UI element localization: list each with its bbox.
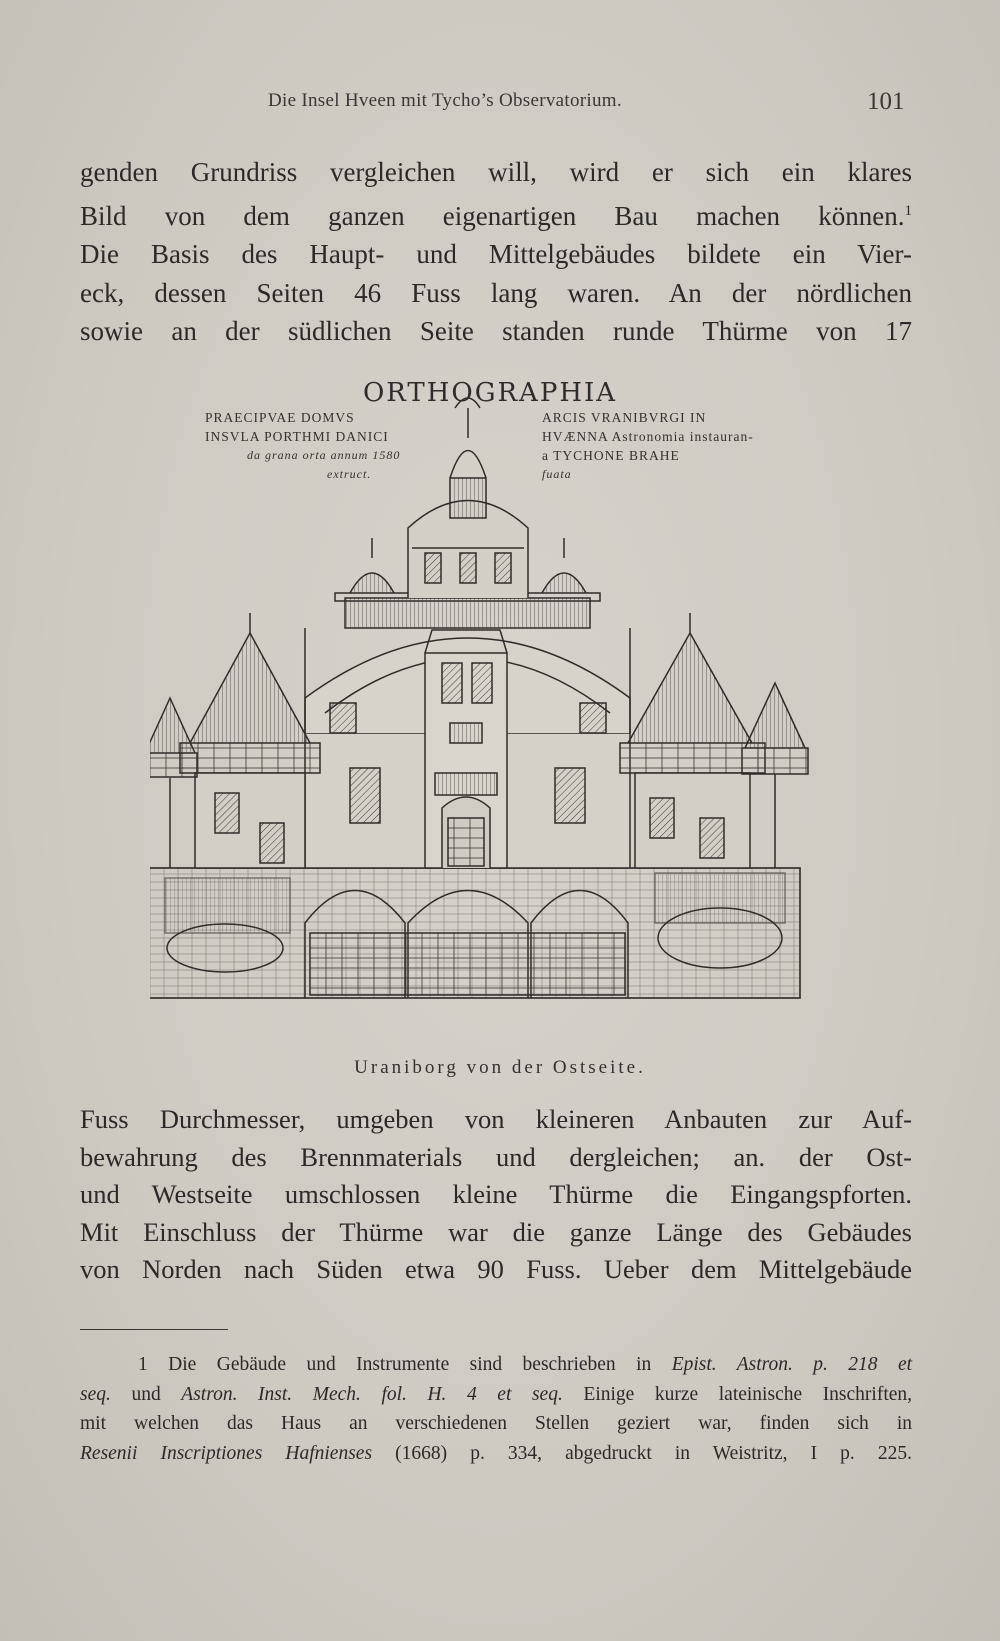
text-line: und Westseite umschlossen kleine Thürme die Eingangspforten. bbox=[80, 1179, 912, 1209]
inscription-line: extruct. bbox=[327, 467, 372, 481]
footnote-text: Einige kurze lateinische Inschriften, bbox=[583, 1383, 913, 1405]
text-line: Mit Einschluss der Thürme war die ganze Länge des Gebäudes bbox=[80, 1216, 912, 1247]
footnote-line: mit welchen das Haus an verschiedenen Stellen geziert war, finden sich in bbox=[80, 1413, 912, 1434]
figure-caption: Uraniborg von der Ostseite. bbox=[354, 1057, 646, 1078]
inscription-line: PRAECIPVAE DOMVS bbox=[205, 410, 355, 425]
footnote-marker: 1 bbox=[138, 1354, 148, 1375]
inscription-line: fuata bbox=[542, 467, 572, 481]
engraving-inscription-left bbox=[205, 408, 400, 484]
footnote-line bbox=[80, 1350, 912, 1380]
footnote-divider bbox=[80, 1329, 228, 1330]
running-header: Die Insel Hveen mit Tycho’s Observatorium. bbox=[268, 90, 622, 111]
footnote-citation: Resenii Inscriptiones Hafnienses bbox=[80, 1442, 373, 1464]
engraving-title: ORTHOGRAPHIA bbox=[362, 378, 618, 408]
inscription-line: a TYCHONE BRAHE bbox=[542, 448, 680, 463]
footnote-text: Die Gebäude und Instrumente sind beschrieben in bbox=[168, 1354, 652, 1375]
text-line: Die Basis des Haupt- und Mittelgebäudes bildete ein Vier- bbox=[80, 239, 912, 269]
footnote-reference: 1 bbox=[904, 202, 912, 219]
text-line: eck, dessen Seiten 46 Fuss lang waren. An der nördlichen bbox=[80, 277, 912, 308]
inscription-line: INSVLA PORTHMI DANICI bbox=[205, 429, 389, 444]
uraniborg-engraving bbox=[150, 378, 830, 1030]
footnote-text: und bbox=[131, 1383, 161, 1405]
text-line: genden Grundriss vergleichen will, wird er sich ein klares bbox=[80, 157, 912, 187]
footnote-citation: Epist. Astron. p. 218 et bbox=[671, 1354, 913, 1375]
inscription-line: HVÆNNA Astronomia instauran- bbox=[542, 429, 754, 444]
inscription-line: ARCIS VRANIBVRGI IN bbox=[542, 410, 707, 425]
footnote bbox=[80, 1350, 912, 1468]
footnote-line bbox=[80, 1380, 912, 1410]
text-line: Fuss Durchmesser, umgeben von kleineren Anbauten zur Auf- bbox=[80, 1104, 912, 1134]
text-line bbox=[80, 192, 912, 236]
text-line-content: Bild von dem ganzen eigenartigen Bau machen können. bbox=[80, 200, 905, 231]
footnote-line bbox=[80, 1439, 912, 1469]
inscription-line: da grana orta annum 1580 bbox=[247, 448, 401, 462]
engraving-inscription-right bbox=[542, 408, 754, 484]
footnote-citation: Astron. Inst. Mech. fol. H. 4 et seq. bbox=[181, 1383, 563, 1405]
text-line: bewahrung des Brennmaterials und dergleichen; an. der Ost- bbox=[80, 1141, 912, 1172]
text-line: von Norden nach Süden etwa 90 Fuss. Ueber dem Mittelgebäude bbox=[80, 1254, 912, 1284]
page-number: 101 bbox=[867, 88, 905, 115]
text-line: sowie an der südlichen Seite standen runde Thürme von 17 bbox=[80, 316, 912, 346]
paragraph-top bbox=[80, 153, 912, 351]
footnote-citation: seq. bbox=[80, 1383, 111, 1405]
footnote-text: (1668) p. 334, abgedruckt in Weistritz, I p. 225. bbox=[395, 1442, 913, 1464]
paragraph-bottom bbox=[80, 1101, 912, 1289]
